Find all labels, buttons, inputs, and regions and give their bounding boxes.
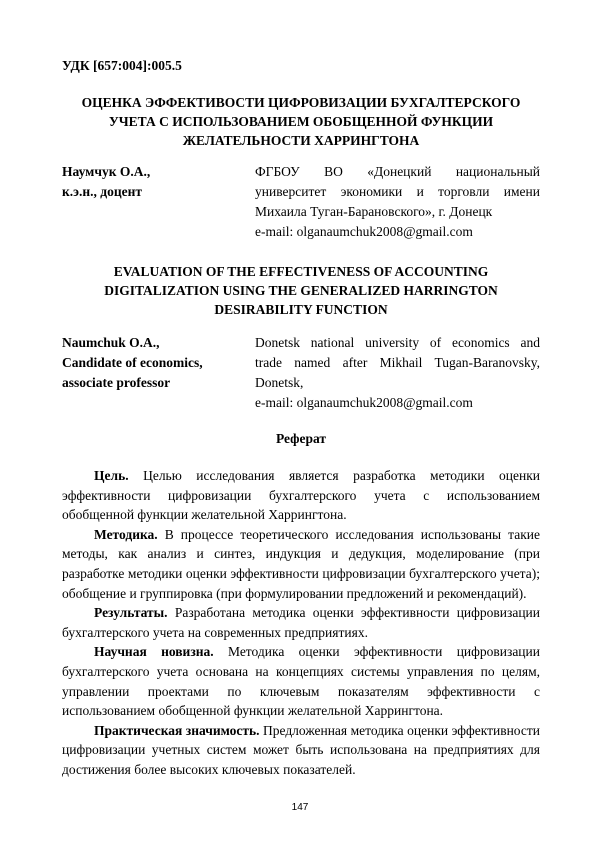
paragraph-text: Предложенная методика оценки эффективности цифровизации учетных систем может быть использована на предприятиях для достижения более высоких ключевых показателей. [62,722,541,777]
paragraph-text: Разработана методика оценки эффективности цифровизации бухгалтерского учета на современных предприятиях. [62,605,540,640]
abstract-paragraph-results [62,603,540,642]
title-en-line: DESIRABILITY FUNCTION [214,302,388,317]
abstract-paragraph-significance [62,721,540,780]
author-affiliation-en [255,333,540,413]
title-en-line: DIGITALIZATION USING THE GENERALIZED HARRINGTON [104,283,498,298]
abstract-body [62,466,540,780]
paragraph-label: Цель. [94,468,129,483]
affiliation-line: Михаила Туган-Барановского», г. Донецк [255,204,493,219]
title-ru-line: ОЦЕНКА ЭФФЕКТИВОСТИ ЦИФРОВИЗАЦИИ БУХГАЛТЕРСКОГО [81,95,521,110]
affiliation-line: Donetsk, [255,375,304,390]
author-email: e-mail: olganaumchuk2008@gmail.com [255,395,473,410]
author-degree: к.э.н., доцент [62,184,143,199]
paragraph-text: В процессе теоретического исследования использованы такие методы, как анализ и синтез, индукция и дедукция, моделирование (при разработке методики оценки эффективности цифровизации бухгалтерского учета); обобщение и группировка (при формулировании предложений и рекомендаций). [62,526,540,601]
author-info-en [62,333,237,393]
author-name: Наумчук О.А., [62,164,151,179]
paragraph-text: Методика оценки эффективности цифровизации бухгалтерского учета основана на концепциях системы управления по целям, управлении проектами по ключевым показателям эффективности с использованием обобщенной функции желательной Харрингтона. [62,644,540,719]
title-english [62,262,540,319]
affiliation-line: университет экономики и торговли имени [255,184,540,199]
author-affiliation-ru [255,162,540,242]
author-info-ru [62,162,237,202]
author-email: e-mail: olganaumchuk2008@gmail.com [255,224,473,239]
paragraph-label: Научная новизна. [94,644,214,660]
abstract-paragraph-novelty [62,642,540,720]
title-en-line: EVALUATION OF THE EFFECTIVENESS OF ACCOUNTING [113,264,489,279]
paragraph-text: Целью исследования является разработка методики оценки эффективности цифровизации бухгалтерского учета с использованием обобщенной функции желательной Харрингтона. [62,468,540,523]
affiliation-line: ФГБОУ ВО «Донецкий национальный [255,164,540,179]
abstract-heading: Реферат [275,431,327,446]
title-ru-line: ЖЕЛАТЕЛЬНОСТИ ХАРРИНГТОНА [182,133,420,148]
page-number: 147 [291,802,309,813]
author-position: associate professor [62,375,171,390]
paragraph-label: Результаты. [94,605,168,621]
title-ru-line: УЧЕТА С ИСПОЛЬЗОВАНИЕМ ОБОБЩЕННОЙ ФУНКЦИИ [108,114,494,129]
title-russian [62,93,540,150]
affiliation-line: trade named after Mikhail Tugan-Baranovsky, [255,355,540,370]
abstract-paragraph-goal [62,466,540,525]
paragraph-label: Практическая значимость. [94,722,260,738]
author-degree: Candidate of economics, [62,355,203,370]
udk-code: УДК [657:004]:005.5 [62,58,182,73]
author-name: Naumchuk O.A., [62,335,160,350]
paragraph-label: Методика. [94,526,158,542]
affiliation-line: Donetsk national university of economics and [255,335,540,350]
abstract-paragraph-method [62,525,540,603]
